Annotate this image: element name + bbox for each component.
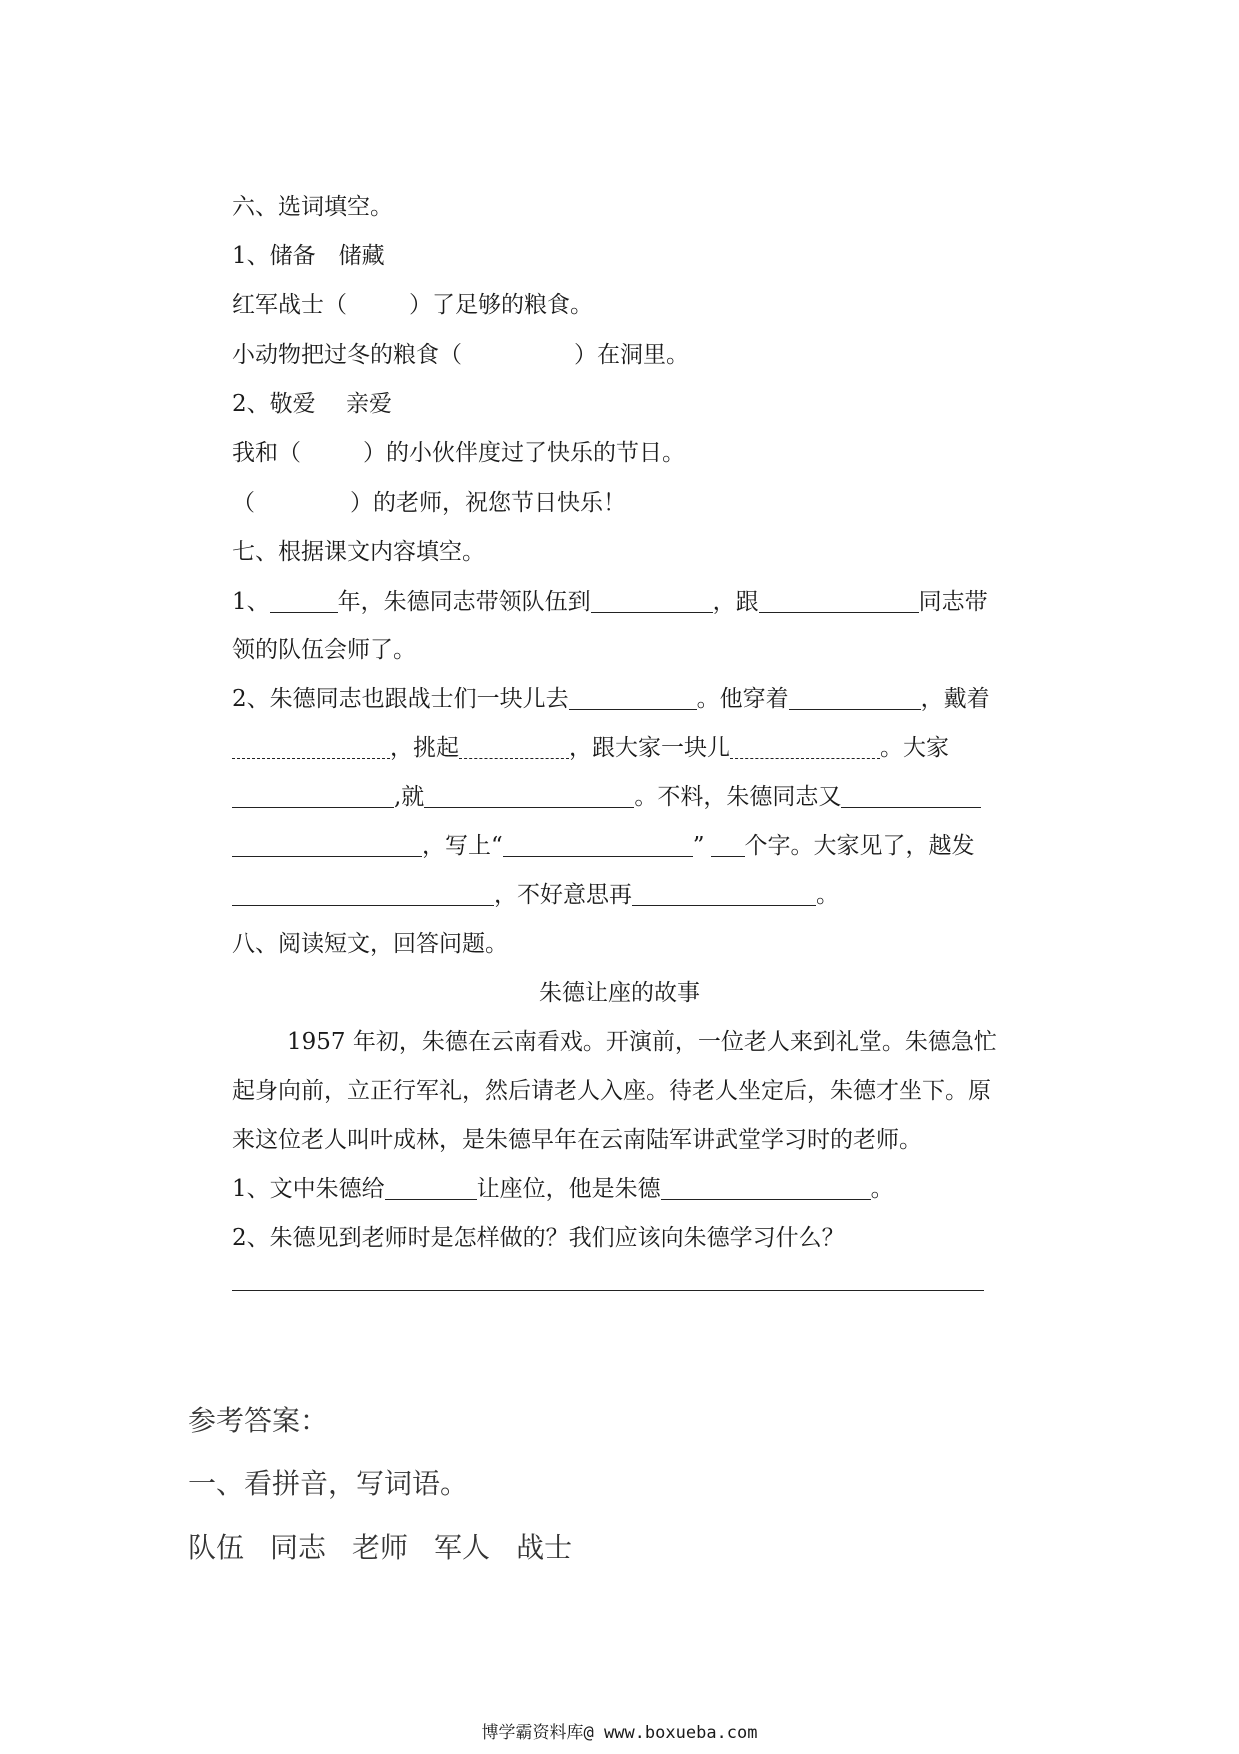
answer-word: 老师 <box>352 1531 409 1564</box>
answers-section-1-words <box>188 1530 598 1566</box>
q6-1-sentence-2 <box>232 340 689 370</box>
text: ）的小伙伴度过了快乐的节日。 <box>363 440 685 466</box>
story-paragraph-line-1: 1957 年初，朱德在云南看戏。开演前，一位老人来到礼堂。朱德急忙 <box>287 1029 997 1055</box>
text: ” <box>692 833 705 859</box>
answer-word: 队伍 <box>188 1531 245 1564</box>
blank[interactable] <box>569 687 697 710</box>
blank[interactable] <box>503 834 693 857</box>
section-8-title: 八、阅读短文，回答问题。 <box>232 931 508 957</box>
text: 。大家 <box>880 735 949 761</box>
q7-2-line-4 <box>232 831 975 861</box>
q6-2-options: 2、敬爱 亲爱 <box>232 391 392 417</box>
answer-line[interactable] <box>232 1290 984 1291</box>
text: 。 <box>816 882 839 908</box>
blank[interactable] <box>632 883 816 906</box>
footer-watermark: 博学霸资料库@ www.boxueba.com <box>481 1723 758 1743</box>
story-title: 朱德让座的故事 <box>539 980 700 1006</box>
blank[interactable] <box>730 736 880 759</box>
blank[interactable] <box>232 785 394 808</box>
text: 让座位，他是朱德 <box>476 1176 661 1202</box>
answers-title: 参考答案： <box>188 1404 329 1437</box>
text: ，戴着 <box>920 686 990 712</box>
story-paragraph-line-3: 来这位老人叫叶成林，是朱德早年在云南陆军讲武堂学习时的老师。 <box>232 1127 922 1153</box>
q7-2-line-2 <box>232 733 949 763</box>
answers-section-1-title: 一、看拼音，写词语。 <box>188 1467 469 1500</box>
text: 1、文中朱德给 <box>232 1176 385 1202</box>
blank[interactable] <box>459 736 569 759</box>
text: 小动物把过冬的粮食（ <box>232 342 462 368</box>
text: 同志带 <box>918 589 988 615</box>
blank[interactable] <box>591 590 713 613</box>
text: 年，朱德同志带领队伍到 <box>337 589 591 615</box>
blank[interactable] <box>841 785 981 808</box>
q8-1 <box>232 1174 894 1204</box>
text: 我和（ <box>232 440 301 466</box>
section-7-title: 七、根据课文内容填空。 <box>232 539 485 565</box>
blank[interactable] <box>232 736 390 759</box>
text: ，不好意思再 <box>494 882 632 908</box>
text: ,就 <box>394 784 425 810</box>
text: ，跟大家一块儿 <box>569 735 730 761</box>
blank[interactable] <box>759 590 919 613</box>
q8-2: 2、朱德见到老师时是怎样做的？我们应该向朱德学习什么？ <box>232 1225 845 1251</box>
text: 个字。大家见了，越发 <box>744 833 975 859</box>
blank[interactable] <box>232 883 494 906</box>
q6-2-sentence-2 <box>232 488 626 518</box>
blank[interactable] <box>385 1177 477 1200</box>
text: 红军战士（ <box>232 292 347 318</box>
blank[interactable] <box>661 1177 871 1200</box>
blank[interactable] <box>232 834 422 857</box>
blank[interactable] <box>789 687 921 710</box>
q6-1-sentence-1 <box>232 290 593 320</box>
text: ）在洞里。 <box>574 342 689 368</box>
text: ，跟 <box>712 589 759 615</box>
text: 。不料，朱德同志又 <box>634 784 842 810</box>
text: ，挑起 <box>390 735 459 761</box>
q7-2-line-5 <box>232 880 839 910</box>
text: 。他穿着 <box>696 686 789 712</box>
text: ）了足够的粮食。 <box>409 292 593 318</box>
q6-2-sentence-1 <box>232 438 685 468</box>
text: （ <box>232 490 255 516</box>
section-6-title: 六、选词填空。 <box>232 194 393 220</box>
answer-word: 军人 <box>434 1531 491 1564</box>
answer-word: 同志 <box>270 1531 327 1564</box>
blank[interactable] <box>424 785 634 808</box>
text: ）的老师，祝您节日快乐！ <box>350 490 626 516</box>
text: 1、 <box>232 589 270 615</box>
q7-1-line-2: 领的队伍会师了。 <box>232 637 416 663</box>
text: 。 <box>870 1176 894 1202</box>
answer-word: 战士 <box>516 1531 573 1564</box>
blank[interactable] <box>711 834 745 857</box>
text: 2、朱德同志也跟战士们一块儿去 <box>232 686 569 712</box>
text: ，写上“ <box>422 833 503 859</box>
story-paragraph-line-2: 起身向前，立正行军礼，然后请老人入座。待老人坐定后，朱德才坐下。原 <box>232 1078 991 1104</box>
q7-2-line-1 <box>232 684 990 714</box>
q7-1-line-1 <box>232 587 988 617</box>
q6-1-options: 1、储备 储藏 <box>232 243 385 269</box>
q7-2-line-3 <box>232 782 981 812</box>
blank[interactable] <box>270 590 338 613</box>
